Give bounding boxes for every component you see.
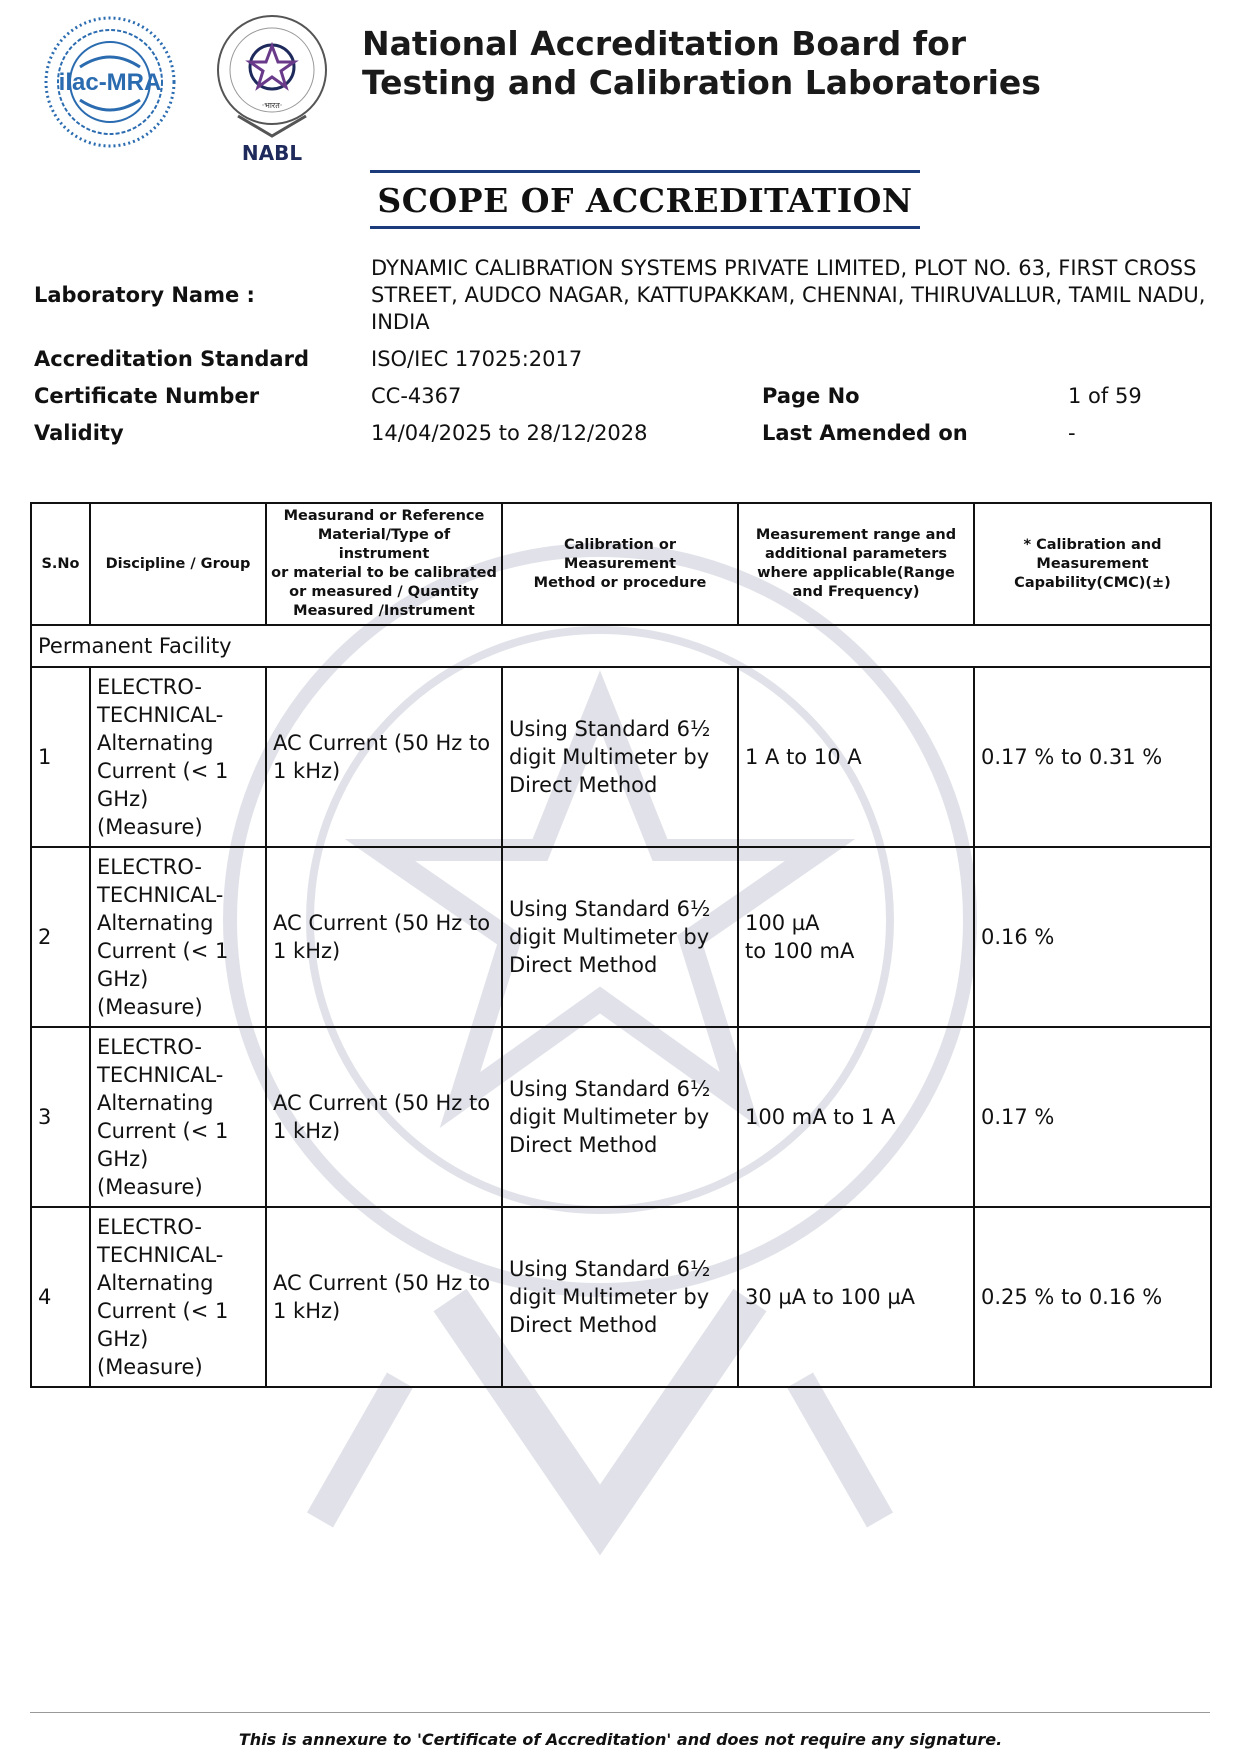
cell-range: 1 A to 10 A <box>738 667 974 847</box>
table-row <box>31 1207 1211 1387</box>
organization-title-line-1: National Accreditation Board for <box>362 24 967 63</box>
page-no-value: 1 of 59 <box>1068 384 1142 408</box>
cell-measurand: AC Current (50 Hz to 1 kHz) <box>266 667 502 847</box>
cell-discipline: ELECTRO- TECHNICAL- Alternating Current (< 1 GHz) (Measure) <box>90 667 266 847</box>
footer-divider <box>30 1712 1210 1713</box>
cell-method: Using Standard 6½ digit Multimeter by Direct Method <box>502 1207 738 1387</box>
cell-method: Using Standard 6½ digit Multimeter by Direct Method <box>502 1027 738 1207</box>
lab-name-line-1: DYNAMIC CALIBRATION SYSTEMS PRIVATE LIMITED, PLOT NO. 63, FIRST CROSS <box>371 256 1197 280</box>
scope-table <box>30 502 1212 1388</box>
table-row <box>31 847 1211 1027</box>
lab-name-value <box>371 255 1205 336</box>
ilac-mra-logo <box>40 12 180 152</box>
document-title-block <box>370 170 920 229</box>
document-title: SCOPE OF ACCREDITATION <box>377 181 913 220</box>
cell-measurand: AC Current (50 Hz to 1 kHz) <box>266 1207 502 1387</box>
cell-discipline: ELECTRO- TECHNICAL- Alternating Current (< 1 GHz) (Measure) <box>90 1027 266 1207</box>
cell-sno: 2 <box>31 847 90 1027</box>
standard-value: ISO/IEC 17025:2017 <box>371 347 583 371</box>
certificate-value: CC-4367 <box>371 384 462 408</box>
table-row <box>31 667 1211 847</box>
ilac-logo-text: ilac-MRA <box>58 69 162 96</box>
certificate-label: Certificate Number <box>34 384 260 408</box>
validity-label: Validity <box>34 421 124 445</box>
cell-measurand: AC Current (50 Hz to 1 kHz) <box>266 847 502 1027</box>
header-sno: S.No <box>31 503 90 625</box>
standard-label: Accreditation Standard <box>34 347 309 371</box>
facility-label: Permanent Facility <box>31 625 1211 667</box>
cell-range: 100 mA to 1 A <box>738 1027 974 1207</box>
last-amended-value: - <box>1068 421 1076 445</box>
cell-measurand: AC Current (50 Hz to 1 kHz) <box>266 1027 502 1207</box>
last-amended-label: Last Amended on <box>762 421 968 445</box>
cell-discipline: ELECTRO- TECHNICAL- Alternating Current (< 1 GHz) (Measure) <box>90 847 266 1027</box>
header-method: Calibration or Measurement Method or procedure <box>502 503 738 625</box>
cell-range: 100 µA to 100 mA <box>738 847 974 1027</box>
footer-note: This is annexure to 'Certificate of Accreditation' and does not require any signature. <box>238 1730 1003 1749</box>
title-rule-bottom <box>370 226 920 229</box>
header-range: Measurement range and additional parameters where applicable(Range and Frequency) <box>738 503 974 625</box>
nabl-logo-text: NABL <box>241 141 303 165</box>
page-no-label: Page No <box>762 384 860 408</box>
cell-cmc: 0.17 % <box>974 1027 1211 1207</box>
organization-title-line-2: Testing and Calibration Laboratories <box>362 63 1041 102</box>
cell-method: Using Standard 6½ digit Multimeter by Direct Method <box>502 847 738 1027</box>
table-header-row <box>31 503 1211 625</box>
facility-row <box>31 625 1211 667</box>
nabl-seal-text: ·भारत· <box>261 101 283 110</box>
table-row <box>31 1027 1211 1207</box>
lab-name-label: Laboratory Name : <box>34 283 255 307</box>
cell-method: Using Standard 6½ digit Multimeter by Direct Method <box>502 667 738 847</box>
cell-discipline: ELECTRO- TECHNICAL- Alternating Current (< 1 GHz) (Measure) <box>90 1207 266 1387</box>
cell-sno: 4 <box>31 1207 90 1387</box>
cell-range: 30 µA to 100 µA <box>738 1207 974 1387</box>
header-measurand: Measurand or Reference Material/Type of instrument or material to be calibrated or measured / Quantity Measured /Instrument <box>266 503 502 625</box>
cell-sno: 3 <box>31 1027 90 1207</box>
cell-cmc: 0.17 % to 0.31 % <box>974 667 1211 847</box>
lab-name-line-2: STREET, AUDCO NAGAR, KATTUPAKKAM, CHENNAI, THIRUVALLUR, TAMIL NADU, <box>371 283 1206 307</box>
header-cmc: * Calibration and Measurement Capability(CMC)(±) <box>974 503 1211 625</box>
organization-title <box>362 24 1041 102</box>
validity-value: 14/04/2025 to 28/12/2028 <box>371 421 648 445</box>
nabl-logo <box>210 12 340 172</box>
cell-cmc: 0.16 % <box>974 847 1211 1027</box>
header-discipline: Discipline / Group <box>90 503 266 625</box>
cell-sno: 1 <box>31 667 90 847</box>
cell-cmc: 0.25 % to 0.16 % <box>974 1207 1211 1387</box>
lab-name-line-3: INDIA <box>371 310 430 334</box>
